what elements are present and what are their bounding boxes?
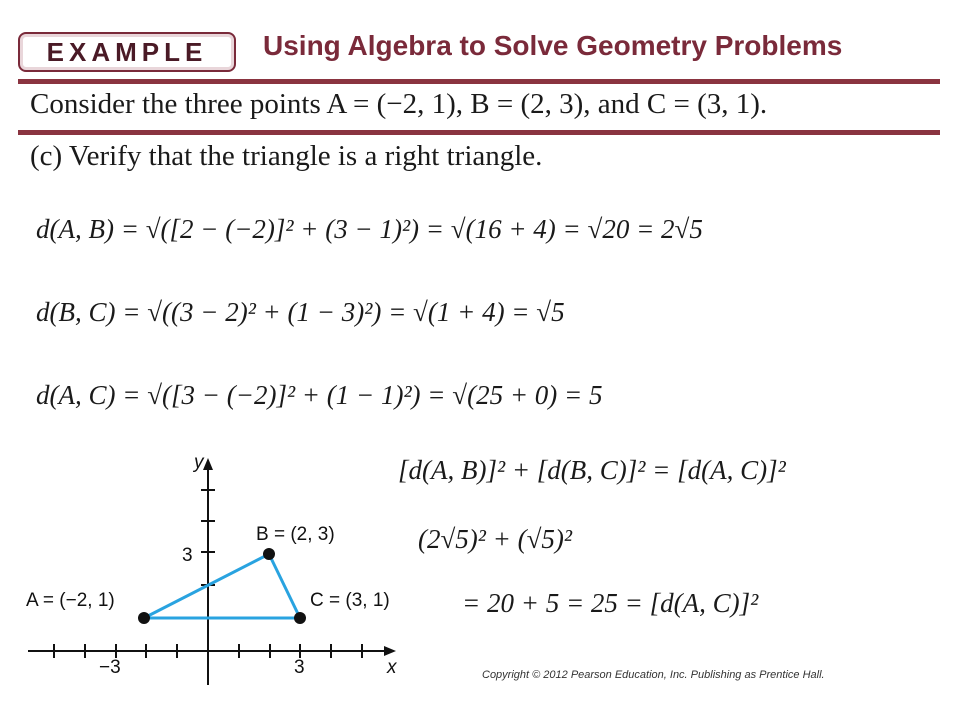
divider-top <box>18 79 940 84</box>
pythagorean-equation: [d(A, B)]² + [d(B, C)]² = [d(A, C)]² <box>398 455 786 485</box>
point-a-label: A = (−2, 1) <box>26 590 115 611</box>
y-axis-arrow <box>203 458 213 470</box>
copyright-notice: Copyright © 2012 Pearson Education, Inc. Publishing as Prentice Hall. <box>482 669 825 681</box>
triangle-abc <box>144 554 300 618</box>
problem-statement: Consider the three points A = (−2, 1), B = (2, 3), and C = (3, 1). <box>30 88 768 120</box>
tick-label-3x: 3 <box>294 657 305 678</box>
x-axis-arrow <box>384 646 396 656</box>
divider-middle <box>18 130 940 135</box>
point-c <box>294 612 306 624</box>
y-axis-label: y <box>194 452 204 473</box>
distance-ac-equation: d(A, C) = √([3 − (−2)]² + (1 − 1)²) = √(25 + 0) = 5 <box>36 380 603 410</box>
substitution-equation: (2√5)² + (√5)² <box>418 524 573 554</box>
result-equation: = 20 + 5 = 25 = [d(A, C)]² <box>462 588 759 618</box>
distance-bc-equation: d(B, C) = √((3 − 2)² + (1 − 3)²) = √(1 + 4) = √5 <box>36 297 565 327</box>
tick-label-3y: 3 <box>182 545 193 566</box>
point-b-label: B = (2, 3) <box>256 524 335 545</box>
part-c-prompt: (c) Verify that the triangle is a right triangle. <box>30 140 543 172</box>
example-badge: EXAMPLE <box>18 32 236 72</box>
page-title: Using Algebra to Solve Geometry Problems <box>263 30 843 61</box>
coordinate-graph <box>20 440 420 685</box>
point-c-label: C = (3, 1) <box>310 590 390 611</box>
distance-ab-equation: d(A, B) = √([2 − (−2)]² + (3 − 1)²) = √(16 + 4) = √20 = 2√5 <box>36 214 703 244</box>
point-b <box>263 548 275 560</box>
tick-label-neg3: −3 <box>99 657 121 678</box>
point-a <box>138 612 150 624</box>
x-axis-label: x <box>387 657 397 678</box>
